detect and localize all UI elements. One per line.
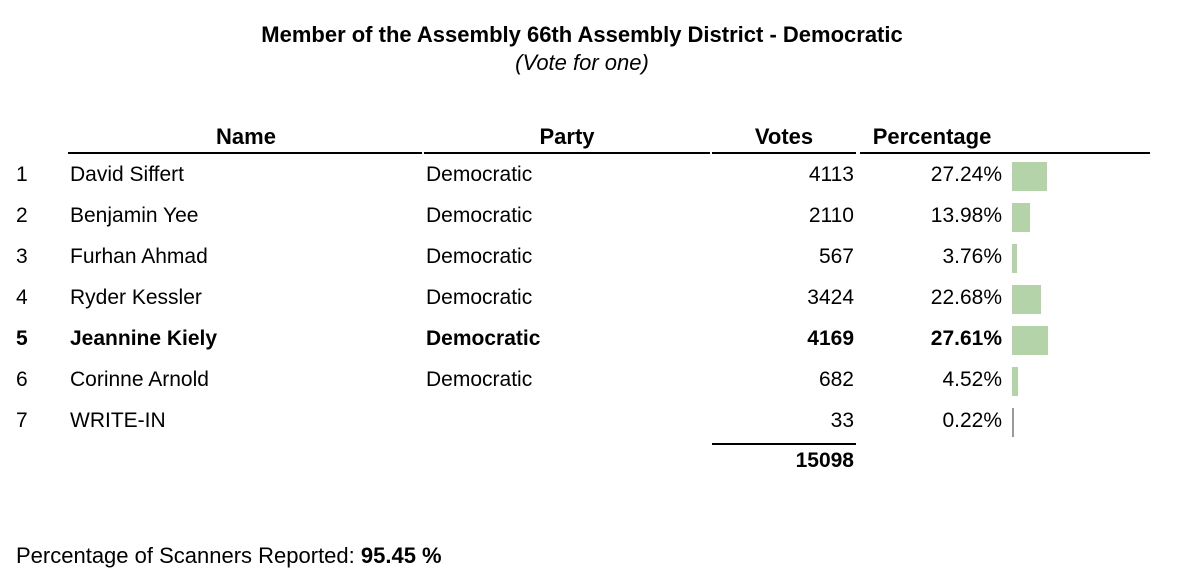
candidate-name: Jeannine Kiely [70, 327, 218, 350]
candidate-votes: 567 [818, 245, 854, 268]
header-party: Party [539, 124, 595, 149]
header-name: Name [216, 124, 276, 149]
contest-subtitle: (Vote for one) [515, 50, 649, 75]
table-row [0, 163, 1200, 204]
candidate-percentage: 13.98% [930, 204, 1002, 227]
row-number: 7 [16, 409, 28, 432]
candidate-percentage: 3.76% [942, 245, 1002, 268]
candidate-votes: 3424 [807, 286, 854, 309]
candidate-votes: 682 [818, 368, 854, 391]
candidate-party: Democratic [426, 204, 533, 227]
header-rule-votes [712, 152, 856, 154]
row-number: 6 [16, 368, 28, 391]
table-row [0, 327, 1200, 368]
row-number: 5 [16, 327, 28, 350]
header-rule-percentage [860, 152, 1150, 154]
row-number: 1 [16, 163, 28, 186]
candidate-party: Democratic [426, 245, 533, 268]
candidate-votes: 4169 [807, 327, 854, 350]
row-number: 4 [16, 286, 28, 309]
percentage-bar [1012, 408, 1014, 437]
scanners-reported [16, 543, 442, 569]
header-votes: Votes [754, 124, 814, 149]
candidate-party: Democratic [426, 368, 533, 391]
candidate-votes: 33 [830, 409, 854, 432]
header-percentage: Percentage [872, 124, 992, 149]
candidate-name: Ryder Kessler [70, 286, 202, 309]
candidate-name: Corinne Arnold [70, 368, 209, 391]
candidate-votes: 4113 [808, 163, 854, 186]
percentage-bar [1012, 244, 1017, 273]
percentage-bar [1012, 367, 1018, 396]
header-rule-name [68, 152, 422, 154]
row-number: 2 [16, 204, 28, 227]
candidate-party: Democratic [426, 327, 541, 350]
candidate-party: Democratic [426, 286, 533, 309]
total-votes: 15098 [795, 449, 854, 472]
percentage-bar [1012, 285, 1041, 314]
candidate-percentage: 4.52% [942, 368, 1002, 391]
scanners-reported-value: 95.45 % [360, 543, 442, 568]
table-row [0, 204, 1200, 245]
candidate-percentage: 27.24% [930, 163, 1002, 186]
row-number: 3 [16, 245, 28, 268]
table-row [0, 286, 1200, 327]
table-row [0, 368, 1200, 409]
contest-title: Member of the Assembly 66th Assembly District - Democratic [261, 22, 903, 47]
candidate-name: David Siffert [70, 163, 184, 186]
percentage-bar [1012, 203, 1030, 232]
candidate-votes: 2110 [808, 204, 854, 227]
percentage-bar [1012, 326, 1048, 355]
percentage-bar [1012, 162, 1047, 191]
candidate-name: Furhan Ahmad [70, 245, 208, 268]
candidate-percentage: 22.68% [930, 286, 1002, 309]
candidate-percentage: 0.22% [942, 409, 1002, 432]
table-row [0, 245, 1200, 286]
header-rule-party [424, 152, 710, 154]
table-row [0, 409, 1200, 450]
scanners-reported-label: Percentage of Scanners Reported: [16, 543, 355, 568]
candidate-party: Democratic [426, 163, 533, 186]
candidate-name: Benjamin Yee [70, 204, 199, 227]
candidate-percentage: 27.61% [930, 327, 1002, 350]
candidate-name: WRITE-IN [70, 409, 166, 432]
total-rule [712, 443, 856, 445]
